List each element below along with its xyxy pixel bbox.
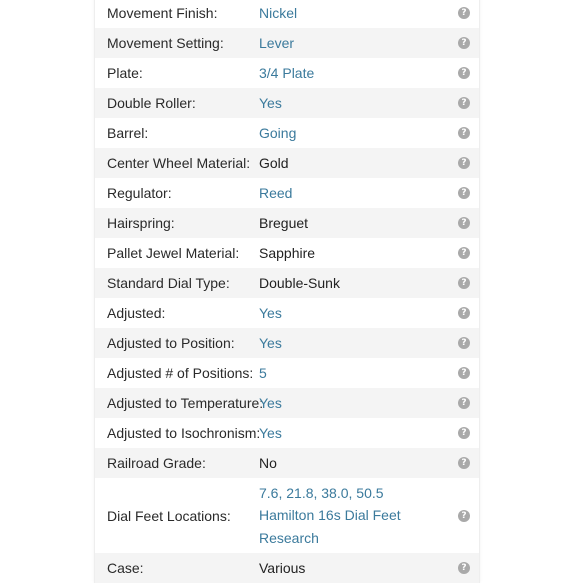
help-icon[interactable]: ?: [458, 337, 470, 349]
spec-row-railroad-grade: [95, 448, 479, 478]
spec-value: Various: [259, 559, 306, 576]
spec-value: No: [259, 454, 277, 471]
spec-row-movement-finish: [95, 0, 479, 28]
spec-row-pallet-jewel-material: [95, 238, 479, 268]
spec-label: Railroad Grade:: [107, 455, 206, 471]
spec-label: Center Wheel Material:: [107, 155, 251, 171]
spec-row-hairspring: [95, 208, 479, 238]
spec-value-link[interactable]: Yes: [259, 394, 282, 411]
spec-value-links: [259, 482, 479, 550]
help-icon[interactable]: ?: [458, 67, 470, 79]
spec-value: Gold: [259, 154, 289, 171]
spec-value-link[interactable]: Going: [259, 124, 297, 141]
spec-value-link[interactable]: 3/4 Plate: [259, 64, 315, 81]
spec-value: Sapphire: [259, 244, 316, 261]
spec-label: Adjusted # of Positions:: [107, 365, 254, 381]
dial-feet-research-link-continued[interactable]: Research: [259, 529, 319, 546]
spec-row-double-roller: [95, 88, 479, 118]
help-icon[interactable]: ?: [458, 427, 470, 439]
spec-label: Hairspring:: [107, 215, 175, 231]
spec-value-link[interactable]: Reed: [259, 184, 293, 201]
help-icon[interactable]: ?: [458, 562, 470, 574]
spec-row-case: [95, 553, 479, 583]
spec-row-adjusted-to-isochronism: [95, 418, 479, 448]
spec-label: Adjusted to Temperature:: [107, 395, 264, 411]
spec-value-link[interactable]: Yes: [259, 424, 282, 441]
spec-row-adjusted-positions-count: [95, 358, 479, 388]
spec-label: Pallet Jewel Material:: [107, 245, 240, 261]
help-icon[interactable]: ?: [458, 7, 470, 19]
spec-row-adjusted-to-position: [95, 328, 479, 358]
spec-label: Plate:: [107, 65, 143, 81]
help-icon[interactable]: ?: [458, 307, 470, 319]
help-icon[interactable]: ?: [458, 277, 470, 289]
spec-label: Adjusted to Isochronism:: [107, 425, 261, 441]
dial-feet-values-link[interactable]: 7.6, 21.8, 38.0, 50.5: [259, 484, 384, 501]
spec-label: Dial Feet Locations:: [107, 507, 231, 524]
help-icon[interactable]: ?: [458, 367, 470, 379]
spec-value-link[interactable]: Lever: [259, 34, 295, 51]
spec-label: Regulator:: [107, 185, 172, 201]
spec-value-link[interactable]: Yes: [259, 304, 282, 321]
spec-label: Double Roller:: [107, 95, 196, 111]
help-icon[interactable]: ?: [458, 217, 470, 229]
spec-row-dial-feet-locations: [95, 478, 479, 553]
spec-label: Standard Dial Type:: [107, 275, 230, 291]
help-icon[interactable]: ?: [458, 37, 470, 49]
dial-feet-research-link[interactable]: Hamilton 16s Dial Feet: [259, 507, 401, 524]
help-icon[interactable]: ?: [458, 457, 470, 469]
spec-value-link[interactable]: Yes: [259, 94, 282, 111]
spec-label: Barrel:: [107, 125, 149, 141]
help-icon[interactable]: ?: [458, 127, 470, 139]
spec-row-center-wheel-material: [95, 148, 479, 178]
spec-label: Movement Finish:: [107, 5, 218, 21]
help-icon[interactable]: ?: [458, 157, 470, 169]
spec-label: Case:: [107, 560, 144, 576]
spec-label: Movement Setting:: [107, 35, 224, 51]
spec-value-link[interactable]: 5: [259, 364, 267, 381]
spec-label: Adjusted to Position:: [107, 335, 235, 351]
spec-row-plate: [95, 58, 479, 88]
spec-row-regulator: [95, 178, 479, 208]
spec-row-movement-setting: [95, 28, 479, 58]
help-icon[interactable]: ?: [458, 97, 470, 109]
spec-row-barrel: [95, 118, 479, 148]
help-icon[interactable]: ?: [458, 187, 470, 199]
help-icon[interactable]: ?: [458, 247, 470, 259]
spec-label: Adjusted:: [107, 305, 166, 321]
spec-value: Breguet: [259, 214, 309, 231]
help-icon[interactable]: ?: [458, 397, 470, 409]
movement-specs-table: [94, 0, 480, 583]
help-icon[interactable]: ?: [458, 510, 470, 522]
spec-row-adjusted: [95, 298, 479, 328]
spec-value: Double-Sunk: [259, 274, 340, 291]
spec-value-link[interactable]: Yes: [259, 334, 282, 351]
spec-value-link[interactable]: Nickel: [259, 4, 298, 21]
spec-row-standard-dial-type: [95, 268, 479, 298]
spec-row-adjusted-to-temperature: [95, 388, 479, 418]
